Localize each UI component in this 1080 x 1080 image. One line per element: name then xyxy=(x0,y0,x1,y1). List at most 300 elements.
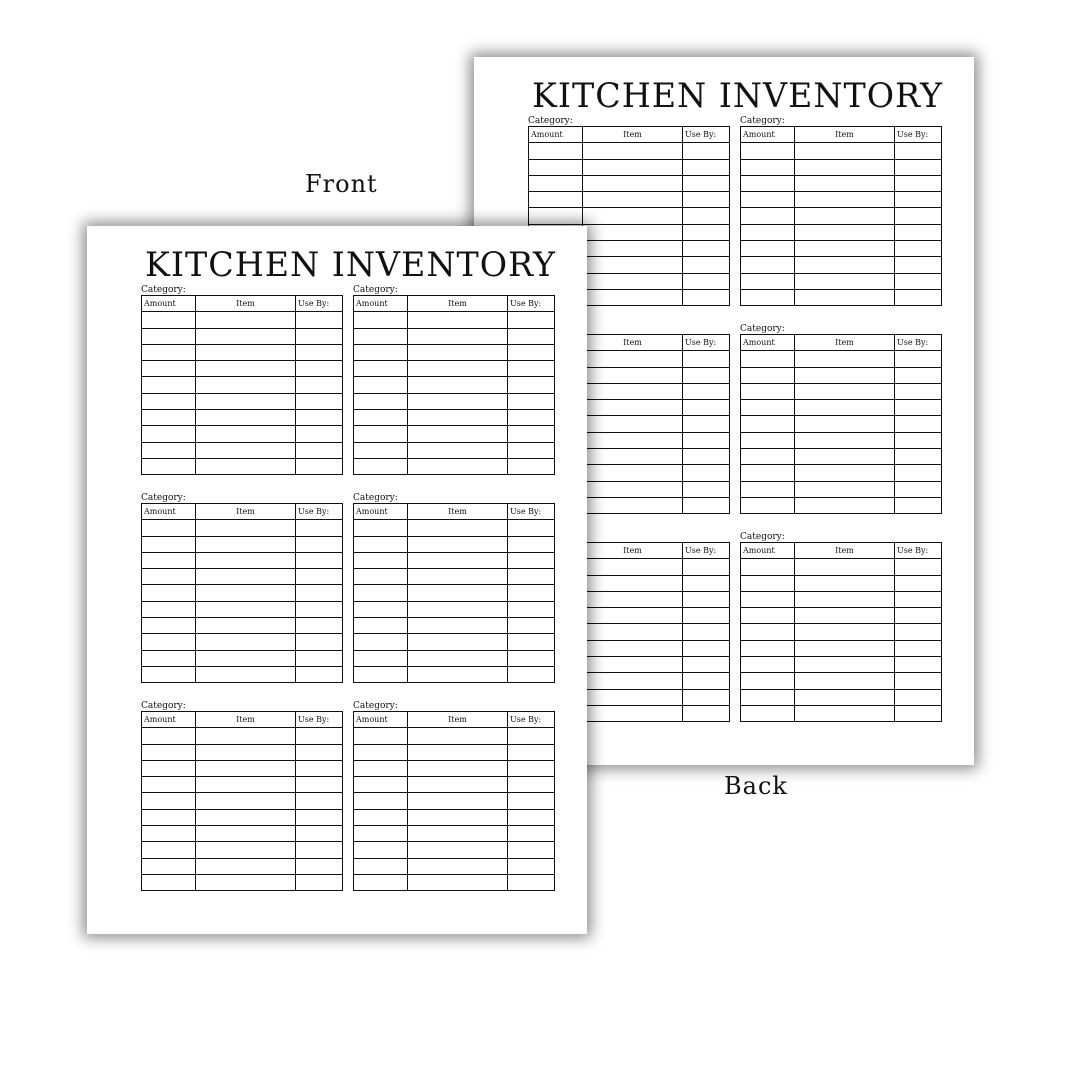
amount-cell xyxy=(354,344,408,360)
table-row xyxy=(354,426,555,442)
item-cell xyxy=(196,536,296,552)
use-by-cell xyxy=(296,569,343,585)
table-row xyxy=(142,826,343,842)
category-label: Category: xyxy=(740,324,785,334)
table-row xyxy=(142,520,343,536)
table-row xyxy=(354,842,555,858)
table-row xyxy=(741,143,942,159)
use-by-header: Use By: xyxy=(683,335,730,351)
table-row xyxy=(142,760,343,776)
use-by-cell xyxy=(895,208,942,224)
table-row xyxy=(741,192,942,208)
amount-cell xyxy=(529,175,583,191)
amount-cell xyxy=(741,241,795,257)
amount-cell xyxy=(741,192,795,208)
item-cell xyxy=(408,666,508,682)
use-by-cell xyxy=(895,432,942,448)
use-by-cell xyxy=(296,536,343,552)
table-row xyxy=(741,208,942,224)
table-row xyxy=(741,159,942,175)
amount-cell xyxy=(354,361,408,377)
item-cell xyxy=(408,344,508,360)
amount-header: Amount xyxy=(354,504,408,520)
use-by-cell xyxy=(296,650,343,666)
use-by-cell xyxy=(895,575,942,591)
use-by-cell xyxy=(508,328,555,344)
use-by-cell xyxy=(296,426,343,442)
use-by-cell xyxy=(895,383,942,399)
item-cell xyxy=(795,241,895,257)
item-cell xyxy=(408,744,508,760)
use-by-cell xyxy=(895,465,942,481)
table-header-row xyxy=(142,296,343,312)
use-by-cell xyxy=(683,497,730,513)
item-cell xyxy=(408,552,508,568)
table-row xyxy=(741,449,942,465)
table-row xyxy=(354,634,555,650)
amount-cell xyxy=(354,536,408,552)
table-row xyxy=(354,858,555,874)
back-label: Back xyxy=(724,772,788,800)
table-row xyxy=(741,705,942,721)
table-header-row xyxy=(741,335,942,351)
amount-cell xyxy=(142,777,196,793)
use-by-header: Use By: xyxy=(895,127,942,143)
amount-cell xyxy=(741,432,795,448)
table-row xyxy=(354,393,555,409)
table-row xyxy=(354,744,555,760)
table-row xyxy=(354,361,555,377)
table-row xyxy=(741,465,942,481)
use-by-cell xyxy=(683,241,730,257)
amount-cell xyxy=(142,312,196,328)
amount-cell xyxy=(741,673,795,689)
item-cell xyxy=(795,400,895,416)
item-cell xyxy=(583,383,683,399)
table-row xyxy=(741,367,942,383)
amount-cell xyxy=(354,410,408,426)
amount-cell xyxy=(354,826,408,842)
item-header: Item xyxy=(408,296,508,312)
item-cell xyxy=(583,273,683,289)
item-cell xyxy=(196,361,296,377)
amount-cell xyxy=(354,520,408,536)
item-cell xyxy=(196,728,296,744)
use-by-cell xyxy=(683,465,730,481)
amount-cell xyxy=(354,552,408,568)
table-row xyxy=(142,666,343,682)
table-row xyxy=(142,650,343,666)
item-cell xyxy=(408,601,508,617)
use-by-cell xyxy=(895,705,942,721)
table-row xyxy=(741,608,942,624)
use-by-cell xyxy=(508,793,555,809)
amount-header: Amount xyxy=(142,712,196,728)
use-by-cell xyxy=(683,224,730,240)
item-cell xyxy=(583,608,683,624)
use-by-cell xyxy=(508,410,555,426)
item-cell xyxy=(408,442,508,458)
use-by-cell xyxy=(683,175,730,191)
table-row xyxy=(529,192,730,208)
use-by-cell xyxy=(508,809,555,825)
item-cell xyxy=(583,465,683,481)
table-header-row xyxy=(354,712,555,728)
amount-cell xyxy=(142,536,196,552)
use-by-cell xyxy=(683,400,730,416)
table-row xyxy=(741,289,942,305)
item-cell xyxy=(795,465,895,481)
table-header-row xyxy=(741,543,942,559)
item-cell xyxy=(408,585,508,601)
use-by-cell xyxy=(508,361,555,377)
table-row xyxy=(142,312,343,328)
use-by-cell xyxy=(895,689,942,705)
table-row xyxy=(529,208,730,224)
amount-header: Amount xyxy=(142,504,196,520)
category-label: Category: xyxy=(740,116,785,126)
use-by-cell xyxy=(508,826,555,842)
amount-cell xyxy=(741,705,795,721)
amount-cell xyxy=(354,618,408,634)
inventory-table xyxy=(740,334,942,514)
amount-cell xyxy=(741,208,795,224)
table-row xyxy=(142,777,343,793)
item-cell xyxy=(408,393,508,409)
table-row xyxy=(741,241,942,257)
table-row xyxy=(142,536,343,552)
use-by-cell xyxy=(683,273,730,289)
use-by-cell xyxy=(895,241,942,257)
amount-cell xyxy=(142,760,196,776)
use-by-cell xyxy=(895,367,942,383)
amount-cell xyxy=(142,858,196,874)
front-label: Front xyxy=(305,170,378,198)
table-row xyxy=(529,175,730,191)
item-cell xyxy=(196,842,296,858)
item-cell xyxy=(583,657,683,673)
use-by-cell xyxy=(296,585,343,601)
category-label: Category: xyxy=(141,493,186,503)
amount-cell xyxy=(142,393,196,409)
inventory-table xyxy=(141,503,343,683)
use-by-cell xyxy=(508,777,555,793)
amount-cell xyxy=(741,497,795,513)
item-cell xyxy=(583,624,683,640)
item-cell xyxy=(196,601,296,617)
item-cell xyxy=(583,497,683,513)
use-by-cell xyxy=(683,289,730,305)
use-by-cell xyxy=(508,520,555,536)
table-row xyxy=(142,858,343,874)
use-by-cell xyxy=(683,591,730,607)
amount-header: Amount xyxy=(529,127,583,143)
item-header: Item xyxy=(583,335,683,351)
item-cell xyxy=(196,442,296,458)
use-by-cell xyxy=(683,481,730,497)
use-by-cell xyxy=(683,624,730,640)
amount-cell xyxy=(741,559,795,575)
table-row xyxy=(354,410,555,426)
use-by-cell xyxy=(296,344,343,360)
item-cell xyxy=(583,673,683,689)
item-cell xyxy=(583,192,683,208)
category-label: Category: xyxy=(141,701,186,711)
use-by-cell xyxy=(508,312,555,328)
use-by-cell xyxy=(683,159,730,175)
use-by-cell xyxy=(508,552,555,568)
inventory-table xyxy=(353,711,555,891)
table-row xyxy=(354,458,555,474)
table-row xyxy=(741,481,942,497)
amount-cell xyxy=(741,351,795,367)
amount-cell xyxy=(142,728,196,744)
use-by-cell xyxy=(508,426,555,442)
use-by-cell xyxy=(508,874,555,890)
table-row xyxy=(142,361,343,377)
item-cell xyxy=(583,241,683,257)
table-row xyxy=(741,175,942,191)
amount-cell xyxy=(741,640,795,656)
table-row xyxy=(142,874,343,890)
use-by-cell xyxy=(296,410,343,426)
amount-cell xyxy=(741,367,795,383)
use-by-cell xyxy=(895,224,942,240)
amount-cell xyxy=(741,175,795,191)
use-by-cell xyxy=(508,744,555,760)
item-cell xyxy=(196,777,296,793)
amount-header: Amount xyxy=(142,296,196,312)
table-row xyxy=(354,809,555,825)
table-row xyxy=(354,536,555,552)
table-row xyxy=(354,312,555,328)
use-by-header: Use By: xyxy=(683,127,730,143)
use-by-cell xyxy=(296,377,343,393)
table-row xyxy=(741,657,942,673)
use-by-cell xyxy=(895,591,942,607)
amount-cell xyxy=(741,657,795,673)
item-cell xyxy=(196,760,296,776)
use-by-header: Use By: xyxy=(895,543,942,559)
use-by-cell xyxy=(296,744,343,760)
use-by-cell xyxy=(296,328,343,344)
use-by-cell xyxy=(296,728,343,744)
item-cell xyxy=(408,874,508,890)
item-cell xyxy=(196,809,296,825)
item-cell xyxy=(795,416,895,432)
amount-cell xyxy=(142,361,196,377)
table-row xyxy=(354,793,555,809)
table-row xyxy=(354,826,555,842)
item-cell xyxy=(583,367,683,383)
use-by-cell xyxy=(296,634,343,650)
use-by-cell xyxy=(508,618,555,634)
use-by-cell xyxy=(508,393,555,409)
use-by-cell xyxy=(683,640,730,656)
item-cell xyxy=(196,312,296,328)
table-row xyxy=(741,383,942,399)
use-by-cell xyxy=(683,575,730,591)
item-header: Item xyxy=(196,712,296,728)
item-cell xyxy=(795,432,895,448)
item-cell xyxy=(583,400,683,416)
table-row xyxy=(354,552,555,568)
item-header: Item xyxy=(795,335,895,351)
use-by-cell xyxy=(296,858,343,874)
inventory-table xyxy=(141,711,343,891)
item-cell xyxy=(196,793,296,809)
use-by-cell xyxy=(508,442,555,458)
amount-cell xyxy=(142,874,196,890)
category-label: Category: xyxy=(740,532,785,542)
table-row xyxy=(142,377,343,393)
table-header-row xyxy=(354,504,555,520)
use-by-header: Use By: xyxy=(296,504,343,520)
use-by-cell xyxy=(895,351,942,367)
use-by-header: Use By: xyxy=(296,296,343,312)
use-by-cell xyxy=(895,497,942,513)
item-cell xyxy=(583,575,683,591)
amount-cell xyxy=(142,842,196,858)
item-cell xyxy=(583,640,683,656)
amount-cell xyxy=(354,809,408,825)
amount-cell xyxy=(142,569,196,585)
amount-cell xyxy=(354,377,408,393)
item-cell xyxy=(583,591,683,607)
amount-cell xyxy=(142,601,196,617)
category-label: Category: xyxy=(141,285,186,295)
item-cell xyxy=(408,858,508,874)
front-sheet xyxy=(87,226,587,934)
use-by-cell xyxy=(296,618,343,634)
item-cell xyxy=(795,640,895,656)
use-by-cell xyxy=(508,760,555,776)
item-cell xyxy=(408,728,508,744)
amount-cell xyxy=(142,426,196,442)
amount-cell xyxy=(529,208,583,224)
category-label: Category: xyxy=(353,493,398,503)
amount-cell xyxy=(354,601,408,617)
item-cell xyxy=(408,842,508,858)
use-by-cell xyxy=(683,367,730,383)
item-cell xyxy=(196,393,296,409)
table-row xyxy=(142,842,343,858)
use-by-cell xyxy=(508,666,555,682)
use-by-cell xyxy=(895,481,942,497)
table-row xyxy=(142,458,343,474)
item-cell xyxy=(583,159,683,175)
use-by-cell xyxy=(895,657,942,673)
item-cell xyxy=(196,585,296,601)
table-row xyxy=(142,442,343,458)
item-cell xyxy=(795,192,895,208)
use-by-cell xyxy=(683,416,730,432)
use-by-cell xyxy=(508,569,555,585)
item-cell xyxy=(795,273,895,289)
table-row xyxy=(354,377,555,393)
item-cell xyxy=(795,351,895,367)
table-row xyxy=(741,400,942,416)
item-header: Item xyxy=(583,543,683,559)
item-header: Item xyxy=(196,296,296,312)
table-row xyxy=(354,442,555,458)
amount-cell xyxy=(354,585,408,601)
amount-cell xyxy=(741,689,795,705)
item-cell xyxy=(196,410,296,426)
sheet-title: KITCHEN INVENTORY xyxy=(532,76,944,116)
use-by-cell xyxy=(895,257,942,273)
use-by-cell xyxy=(296,520,343,536)
inventory-table xyxy=(740,542,942,722)
use-by-cell xyxy=(683,432,730,448)
table-row xyxy=(142,809,343,825)
item-cell xyxy=(795,673,895,689)
use-by-header: Use By: xyxy=(296,712,343,728)
table-row xyxy=(354,760,555,776)
table-row xyxy=(354,728,555,744)
item-cell xyxy=(196,650,296,666)
item-cell xyxy=(795,591,895,607)
table-row xyxy=(741,640,942,656)
use-by-cell xyxy=(296,601,343,617)
amount-cell xyxy=(741,159,795,175)
amount-cell xyxy=(354,858,408,874)
use-by-cell xyxy=(508,377,555,393)
category-label: Category: xyxy=(353,285,398,295)
amount-cell xyxy=(741,224,795,240)
item-cell xyxy=(583,289,683,305)
amount-cell xyxy=(142,344,196,360)
item-cell xyxy=(408,650,508,666)
use-by-cell xyxy=(683,608,730,624)
table-row xyxy=(741,591,942,607)
amount-cell xyxy=(354,312,408,328)
amount-header: Amount xyxy=(354,712,408,728)
use-by-cell xyxy=(895,640,942,656)
item-cell xyxy=(795,497,895,513)
amount-cell xyxy=(354,634,408,650)
amount-cell xyxy=(354,666,408,682)
item-cell xyxy=(795,689,895,705)
item-cell xyxy=(196,634,296,650)
amount-cell xyxy=(142,328,196,344)
item-cell xyxy=(196,328,296,344)
item-cell xyxy=(583,208,683,224)
use-by-cell xyxy=(895,559,942,575)
item-cell xyxy=(583,416,683,432)
amount-cell xyxy=(354,744,408,760)
item-cell xyxy=(196,344,296,360)
use-by-header: Use By: xyxy=(508,712,555,728)
item-cell xyxy=(795,705,895,721)
amount-header: Amount xyxy=(741,543,795,559)
amount-cell xyxy=(354,874,408,890)
item-cell xyxy=(583,481,683,497)
table-row xyxy=(142,426,343,442)
item-cell xyxy=(795,257,895,273)
item-header: Item xyxy=(795,127,895,143)
amount-cell xyxy=(741,289,795,305)
table-row xyxy=(529,159,730,175)
use-by-cell xyxy=(508,601,555,617)
table-row xyxy=(142,585,343,601)
amount-cell xyxy=(529,143,583,159)
item-header: Item xyxy=(408,504,508,520)
table-row xyxy=(142,569,343,585)
amount-cell xyxy=(741,449,795,465)
use-by-cell xyxy=(296,874,343,890)
table-row xyxy=(354,520,555,536)
